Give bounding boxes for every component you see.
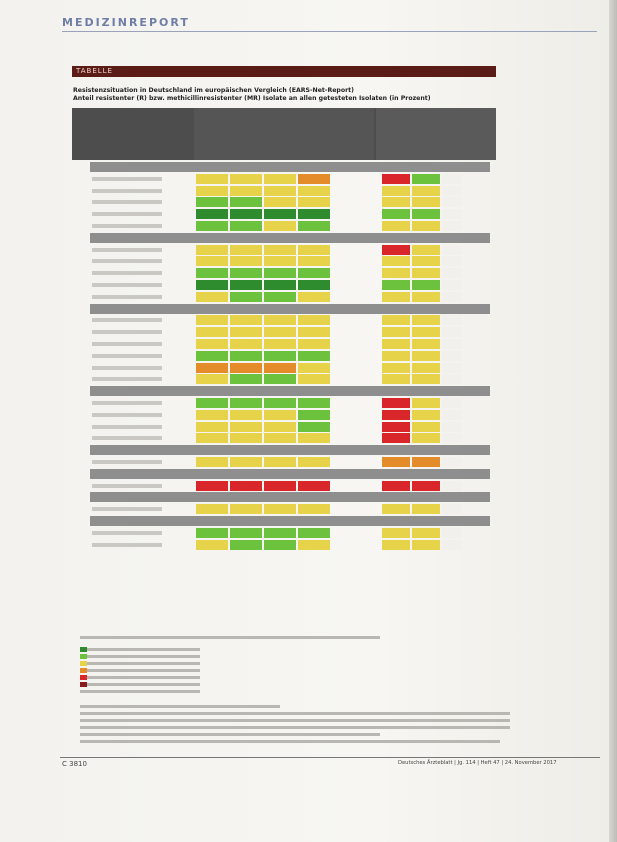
table-cell [196, 268, 228, 278]
table-cell-eu [382, 528, 410, 538]
legend-text-line [80, 662, 200, 665]
table-cell-eu [382, 327, 410, 337]
legend-swatch [80, 668, 87, 673]
table-group-bar [90, 304, 490, 314]
table-cell [196, 256, 228, 266]
table-cell-eu [412, 268, 440, 278]
table-cell [230, 292, 262, 302]
table-cell [298, 245, 330, 255]
table-group-bar [90, 445, 490, 455]
table-cell [298, 268, 330, 278]
table-cell-eu [442, 540, 462, 550]
table-cell [196, 433, 228, 443]
table-cell [196, 398, 228, 408]
page-spine [609, 0, 617, 842]
table-cell [264, 363, 296, 373]
table-row-label [92, 484, 162, 488]
table-cell-eu [442, 351, 462, 361]
table-cell-eu [382, 410, 410, 420]
table-cell [230, 351, 262, 361]
table-cell-eu [412, 481, 440, 491]
legend-text-line [80, 636, 380, 639]
table-row-label [92, 330, 162, 334]
table-cell-eu [382, 245, 410, 255]
table-cell-eu [382, 221, 410, 231]
table-row-label [92, 271, 162, 275]
table-cell-eu [382, 268, 410, 278]
table-row-label [92, 507, 162, 511]
table-cell [264, 327, 296, 337]
legend-text-line [80, 683, 200, 686]
legend-text-line [80, 655, 200, 658]
table-cell-eu [382, 457, 410, 467]
table-cell-eu [382, 433, 410, 443]
table-row-label [92, 248, 162, 252]
table-subtitle-line: Anteil resistenter (R) bzw. methicillinresistenter (MR) Isolate an allen getesteten Isolaten (in Prozent) [73, 95, 431, 102]
table-row-label [92, 259, 162, 263]
table-cell-eu [382, 209, 410, 219]
table-row-label [92, 212, 162, 216]
table-cell [196, 209, 228, 219]
table-cell [298, 315, 330, 325]
legend-text-line [80, 740, 500, 743]
table-cell [298, 481, 330, 491]
table-cell-eu [412, 457, 440, 467]
header-block-mid [194, 108, 374, 160]
table-cell-eu [442, 422, 462, 432]
table-cell-eu [412, 410, 440, 420]
table-cell [264, 457, 296, 467]
table-cell-eu [382, 292, 410, 302]
table-label-bar [72, 66, 496, 77]
table-cell [230, 422, 262, 432]
legend-text-line [80, 712, 510, 715]
table-cell-eu [412, 245, 440, 255]
table-cell-eu [412, 280, 440, 290]
table-cell [230, 186, 262, 196]
table-cell [230, 374, 262, 384]
table-cell-eu [442, 481, 462, 491]
table-cell-eu [412, 256, 440, 266]
table-cell-eu [442, 433, 462, 443]
table-row-label [92, 436, 162, 440]
table-cell [264, 174, 296, 184]
table-cell [196, 280, 228, 290]
table-cell [230, 327, 262, 337]
table-cell [298, 280, 330, 290]
table-cell [298, 504, 330, 514]
table-cell-eu [412, 174, 440, 184]
legend-text-line [80, 719, 510, 722]
table-cell [264, 433, 296, 443]
table-row-label [92, 224, 162, 228]
table-cell [298, 398, 330, 408]
table-cell-eu [382, 339, 410, 349]
table-cell [264, 256, 296, 266]
legend-text-line [80, 690, 200, 693]
table-cell [230, 540, 262, 550]
table-cell-eu [442, 339, 462, 349]
table-cell [230, 209, 262, 219]
table-cell [230, 268, 262, 278]
table-cell [230, 528, 262, 538]
table-cell-eu [412, 351, 440, 361]
legend-text-line [80, 676, 200, 679]
table-cell-eu [382, 363, 410, 373]
table-cell-eu [442, 457, 462, 467]
table-cell [298, 410, 330, 420]
legend-text-line [80, 648, 200, 651]
table-cell [264, 292, 296, 302]
table-cell [264, 374, 296, 384]
resistance-table [72, 108, 496, 160]
table-cell-eu [412, 315, 440, 325]
table-cell-eu [412, 292, 440, 302]
table-row-label [92, 200, 162, 204]
table-cell [196, 339, 228, 349]
table-cell [298, 374, 330, 384]
table-cell [264, 528, 296, 538]
table-cell-eu [382, 197, 410, 207]
table-cell [196, 327, 228, 337]
table-cell-eu [382, 174, 410, 184]
table-cell [196, 245, 228, 255]
journal-citation: Deutsches Ärzteblatt | Jg. 114 | Heft 47 | 24. November 2017 [398, 760, 557, 766]
table-row-label [92, 531, 162, 535]
table-cell-eu [382, 398, 410, 408]
table-cell [230, 245, 262, 255]
legend-swatch [80, 647, 87, 652]
table-cell [298, 197, 330, 207]
table-cell [196, 457, 228, 467]
table-cell [196, 315, 228, 325]
table-cell-eu [442, 327, 462, 337]
table-cell [264, 245, 296, 255]
table-cell [264, 351, 296, 361]
table-cell-eu [442, 174, 462, 184]
table-cell-eu [442, 374, 462, 384]
table-cell [264, 268, 296, 278]
table-cell [196, 186, 228, 196]
table-group-bar [90, 492, 490, 502]
table-cell [264, 221, 296, 231]
legend-text-line [80, 705, 280, 708]
table-cell [196, 481, 228, 491]
table-cell [298, 256, 330, 266]
table-cell [230, 339, 262, 349]
table-row-label [92, 283, 162, 287]
table-cell [264, 339, 296, 349]
table-cell [264, 504, 296, 514]
table-cell-eu [412, 221, 440, 231]
table-row-label [92, 366, 162, 370]
table-row-label [92, 189, 162, 193]
table-row-label [92, 354, 162, 358]
table-cell [196, 410, 228, 420]
header-block-right [376, 108, 496, 160]
table-cell [230, 457, 262, 467]
table-cell [230, 221, 262, 231]
table-cell-eu [412, 433, 440, 443]
table-cell [196, 221, 228, 231]
table-cell-eu [382, 504, 410, 514]
table-cell-eu [442, 256, 462, 266]
table-cell [230, 398, 262, 408]
table-row-label [92, 377, 162, 381]
table-cell-eu [382, 351, 410, 361]
table-cell [298, 221, 330, 231]
table-label: TABELLE [76, 67, 113, 75]
table-header [72, 108, 496, 160]
legend-swatch [80, 654, 87, 659]
table-group-bar [90, 386, 490, 396]
table-row-label [92, 413, 162, 417]
table-cell [264, 481, 296, 491]
table-cell-eu [442, 363, 462, 373]
table-cell [298, 292, 330, 302]
table-cell [264, 186, 296, 196]
table-cell-eu [412, 504, 440, 514]
table-cell [298, 351, 330, 361]
table-cell [230, 256, 262, 266]
table-row-label [92, 342, 162, 346]
table-cell [298, 433, 330, 443]
table-cell-eu [412, 186, 440, 196]
table-cell [230, 174, 262, 184]
table-cell-eu [382, 374, 410, 384]
table-row-label [92, 425, 162, 429]
table-cell [264, 422, 296, 432]
header-rule [62, 31, 597, 32]
legend-text-line [80, 726, 510, 729]
table-cell [230, 410, 262, 420]
table-cell-eu [382, 280, 410, 290]
table-cell [298, 528, 330, 538]
table-cell [196, 540, 228, 550]
table-cell-eu [442, 504, 462, 514]
table-cell [230, 197, 262, 207]
table-cell [230, 315, 262, 325]
table-cell [264, 280, 296, 290]
table-cell [196, 422, 228, 432]
table-cell-eu [442, 209, 462, 219]
table-cell-eu [412, 528, 440, 538]
table-cell [196, 197, 228, 207]
table-cell [230, 280, 262, 290]
table-cell-eu [442, 292, 462, 302]
table-cell-eu [412, 540, 440, 550]
page-number: C 3810 [62, 760, 87, 768]
table-cell [196, 351, 228, 361]
table-cell [196, 528, 228, 538]
table-cell [230, 363, 262, 373]
table-row-label [92, 295, 162, 299]
table-cell [298, 339, 330, 349]
table-cell-eu [412, 339, 440, 349]
table-cell-eu [442, 398, 462, 408]
table-cell-eu [412, 398, 440, 408]
table-cell [196, 292, 228, 302]
table-group-bar [90, 233, 490, 243]
table-cell [230, 481, 262, 491]
table-cell-eu [412, 197, 440, 207]
table-cell [230, 504, 262, 514]
table-cell [298, 422, 330, 432]
table-cell-eu [382, 422, 410, 432]
table-cell-eu [442, 315, 462, 325]
table-group-bar [90, 162, 490, 172]
section-header: MEDIZINREPORT [62, 16, 190, 29]
table-cell-eu [382, 481, 410, 491]
table-cell-eu [412, 327, 440, 337]
table-row-label [92, 177, 162, 181]
table-cell [264, 209, 296, 219]
table-cell [264, 398, 296, 408]
footer-rule [60, 757, 600, 758]
table-title [73, 87, 493, 103]
table-cell [298, 209, 330, 219]
table-cell [298, 186, 330, 196]
header-block-left [72, 108, 192, 160]
legend-text-line [80, 733, 380, 736]
table-cell-eu [382, 256, 410, 266]
table-cell-eu [382, 186, 410, 196]
legend-swatch [80, 682, 87, 687]
legend-text-line [80, 669, 200, 672]
table-cell [196, 374, 228, 384]
table-cell [264, 315, 296, 325]
table-cell [298, 174, 330, 184]
legend-swatch [80, 661, 87, 666]
table-cell-eu [442, 280, 462, 290]
table-cell [298, 363, 330, 373]
table-cell-eu [412, 374, 440, 384]
table-cell [298, 540, 330, 550]
table-cell-eu [382, 315, 410, 325]
table-cell [196, 363, 228, 373]
table-cell-eu [442, 197, 462, 207]
table-row-label [92, 543, 162, 547]
table-cell [264, 410, 296, 420]
table-cell-eu [442, 245, 462, 255]
table-cell-eu [442, 410, 462, 420]
legend-swatch [80, 675, 87, 680]
table-cell [230, 433, 262, 443]
table-cell-eu [412, 422, 440, 432]
table-cell-eu [442, 528, 462, 538]
table-row-label [92, 460, 162, 464]
table-cell-eu [442, 221, 462, 231]
table-cell-eu [442, 186, 462, 196]
table-cell-eu [442, 268, 462, 278]
table-cell [264, 197, 296, 207]
table-cell [196, 504, 228, 514]
table-title-line: Resistenzsituation in Deutschland im europäischen Vergleich (EARS-Net-Report) [73, 87, 354, 94]
table-group-bar [90, 469, 490, 479]
table-cell [196, 174, 228, 184]
table-cell [264, 540, 296, 550]
table-cell-eu [382, 540, 410, 550]
table-row-label [92, 318, 162, 322]
table-cell [298, 457, 330, 467]
table-cell-eu [412, 363, 440, 373]
table-row-label [92, 401, 162, 405]
table-group-bar [90, 516, 490, 526]
table-cell [298, 327, 330, 337]
table-cell-eu [412, 209, 440, 219]
